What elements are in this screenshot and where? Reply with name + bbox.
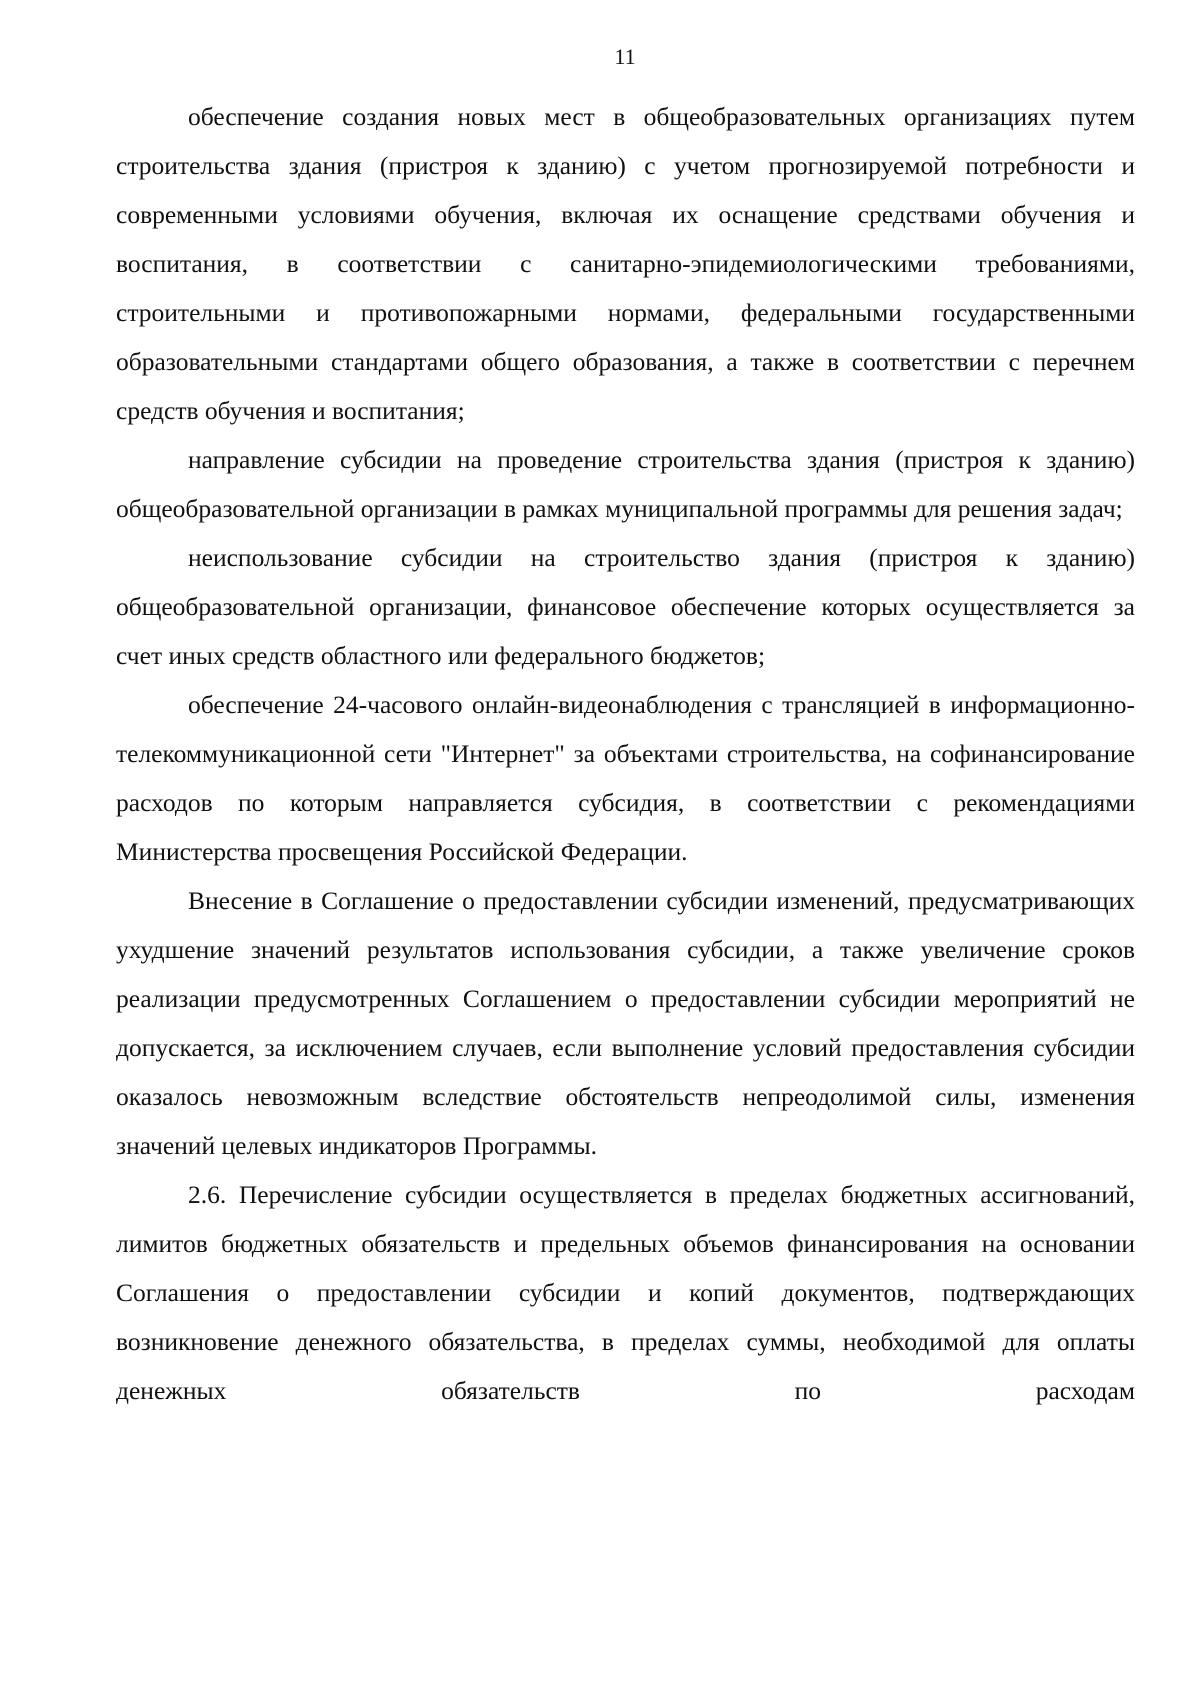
paragraph-section-2-6: 2.6. Перечисление субсидии осуществляется в пределах бюджетных ассигнований, лимитов бюджетных обязательств и предельных объемов финансирования на основании Соглашения о предоставлении субсидии и копий документов, подтверждающих возникновение денежного обязательства, в пределах суммы, необходимой для оплаты денежных обязательств по расходам <box>116 1180 1135 1405</box>
paragraph-subsidy-non-use: неиспользование субсидии на строительство здания (пристроя к зданию) общеобразовательной организации, финансовое обеспечение которых осуществляется за счет иных средств областного или федерального бюджетов; <box>116 543 1135 670</box>
document-body <box>116 92 1135 1415</box>
paragraph-video-surveillance: обеспечение 24-часового онлайн-видеонаблюдения с трансляцией в информационно-телекоммуникационной сети "Интернет" за объектами строительства, на софинансирование расходов по которым направляется субсидия, в соответствии с рекомендациями Министерства просвещения Российской Федерации. <box>116 690 1135 866</box>
page-number: 11 <box>614 44 636 69</box>
paragraph-agreement-changes: Внесение в Соглашение о предоставлении субсидии изменений, предусматривающих ухудшение значений результатов использования субсидии, а также увеличение сроков реализации предусмотренных Соглашением о предоставлении субсидии мероприятий не допускается, за исключением случаев, если выполнение условий предоставления субсидии оказалось невозможным вследствие обстоятельств непреодолимой силы, изменения значений целевых индикаторов Программы. <box>116 886 1135 1160</box>
paragraph-subsidy-direction: направление субсидии на проведение строительства здания (пристроя к зданию) общеобразовательной организации в рамках муниципальной программы для решения задач; <box>116 445 1135 523</box>
paragraph-new-places: обеспечение создания новых мест в общеобразовательных организациях путем строительства здания (пристроя к зданию) с учетом прогнозируемой потребности и современными условиями обучения, включая их оснащение средствами обучения и воспитания, в соответствии с санитарно-эпидемиологическими требованиями, строительными и противопожарными нормами, федеральными государственными образовательными стандартами общего образования, а также в соответствии с перечнем средств обучения и воспитания; <box>116 102 1135 425</box>
